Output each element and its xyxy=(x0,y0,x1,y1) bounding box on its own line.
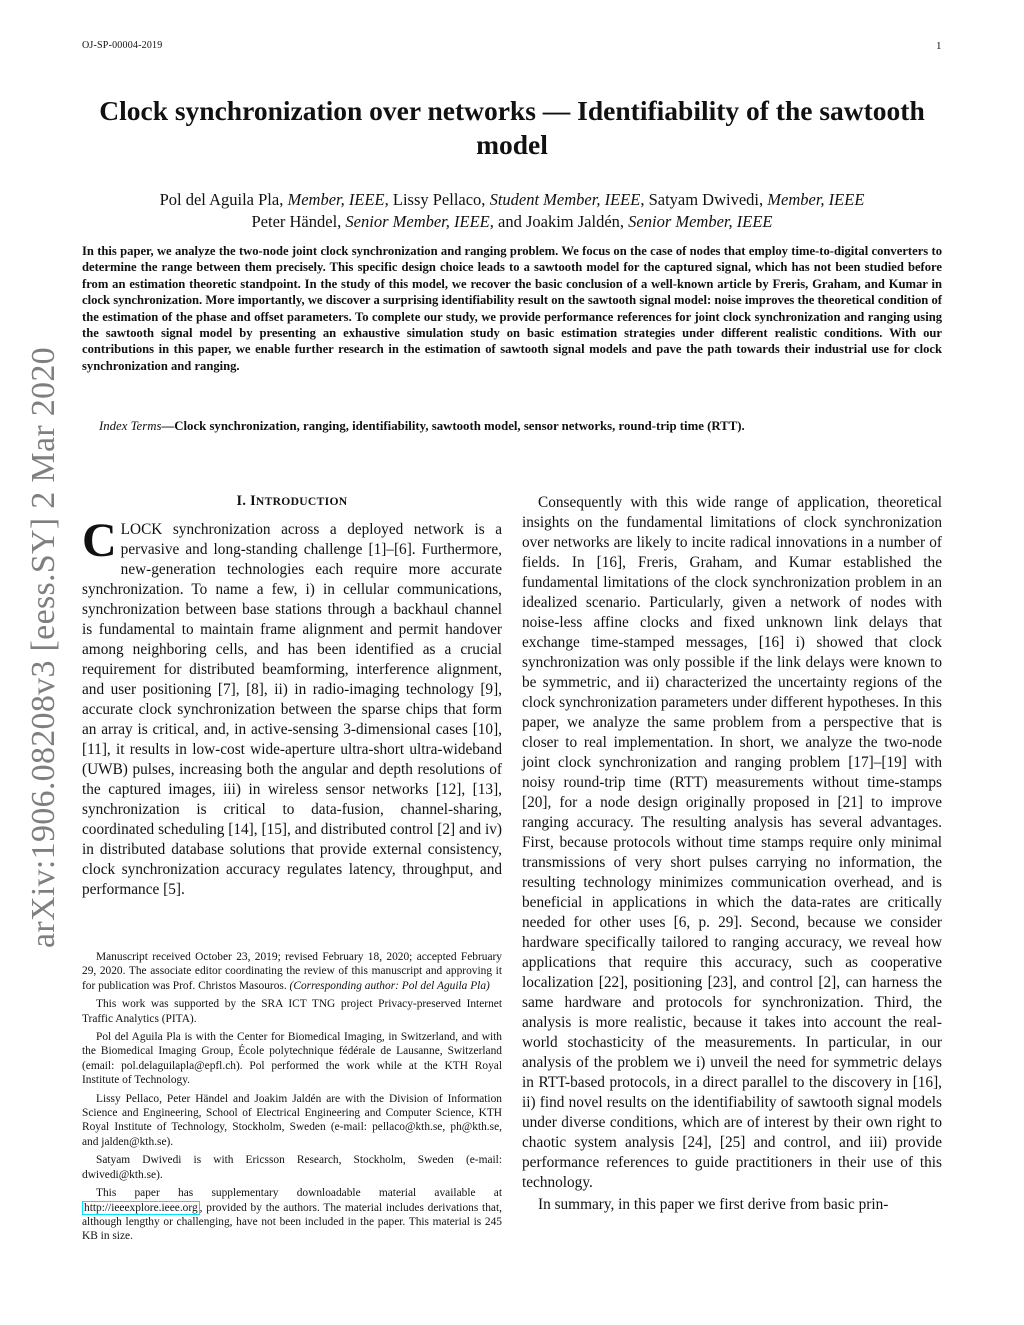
footnote-funding: This work was supported by the SRA ICT TNG project Privacy-preserved Internet Traffic Analytics (PITA). xyxy=(82,998,502,1025)
footnote-affiliation-1: Pol del Aguila Pla is with the Center for Biomedical Imaging, in Switzerland, and with the Biomedical Imaging Group, École polytechnique fédérale de Lausanne, Switzerland (email: pol.delaguilapla@epfl.ch). Pol performed the work while at the KTH Royal Institute of Technology. xyxy=(82,1031,502,1087)
corresponding-author: (Corresponding author: Pol del Aguila Pla) xyxy=(289,979,490,992)
footnote-affiliation-3: Satyam Dwivedi is with Ericsson Research, Stockholm, Sweden (e-mail: dwivedi@kth.se). xyxy=(82,1154,502,1181)
author-role: Senior Member, IEEE xyxy=(628,212,773,231)
author-name: , Satyam Dwivedi, xyxy=(640,190,768,209)
intro-paragraph-1 xyxy=(82,514,502,900)
author-role: Member, IEEE xyxy=(287,190,385,209)
footnote-affiliation-2: Lissy Pellaco, Peter Händel and Joakim Jaldén are with the Division of Information Science and Engineering, School of Electrical Engineering and Computer Science, KTH Royal Institute of Technology, Stockholm, Sweden (e-mail: pellaco@kth.se, ph@kth.se, and jalden@kth.se). xyxy=(82,1092,502,1148)
abstract: In this paper, we analyze the two-node joint clock synchronization and ranging problem. We focus on the case of nodes that employ time-to-digital converters to determine the range between them precisely. This specific design choice leads to a sawtooth model for the captured signal, which has not been studied before from an estimation theoretic standpoint. In the study of this model, we recover the basic conclusion of a well-known article by Freris, Graham, and Kumar in clock synchronization. More importantly, we discover a surprising identifiability result on the sawtooth signal model: noise improves the theoretical condition of the estimation of the phase and offset parameters. To complete our study, we provide performance references for joint clock synchronization and ranging using the sawtooth signal model by presenting an exhaustive simulation study on basic estimation strategies under different realistic conditions. With our contributions in this paper, we enable further research in the estimation of sawtooth signal models and pave the path towards their industrial use for clock synchronization and ranging. xyxy=(82,244,942,373)
author-name: , Lissy Pellaco, xyxy=(384,190,490,209)
ieeexplore-link[interactable]: http://ieeexplore.ieee.org xyxy=(84,1201,198,1214)
author-name: , and Joakim Jaldén, xyxy=(489,212,629,231)
author-line-2 xyxy=(82,211,942,233)
author-role: Member, IEEE xyxy=(767,190,865,209)
section-title-initial: I xyxy=(250,493,256,509)
section-heading-introduction xyxy=(82,493,502,510)
intro-paragraph-2: Consequently with this wide range of application, theoretical insights on the fundamental limitations of clock synchronization over networks are likely to incite radical innovations in a number of fields. In [16], Freris, Graham, and Kumar established the fundamental limitations of the clock synchronization problem in an idealized scenario. Particularly, given a network of nodes with noise-less affine clocks and fixed unknown link delays that exchange time-stamped messages, [16] i) showed that clock synchronization was only possible if the link delays were known to be symmetric, and ii) characterized the uncertainty regions of the clock synchronization parameters under different hypotheses. In this paper, we analyze the same problem from a perspective that is closer to real implementation. In short, we analyze the two-node joint clock synchronization and ranging problem [17]–[19] with noisy round-trip time (RTT) measurements without time-stamps [20], for a node design originally proposed in [21] to improve ranging accuracy. The resulting analysis has several advantages. First, because protocols without time stamps require only minimal transmissions of very short pulses carrying no information, the resulting technology minimizes communication overhead, and is beneficial in applications in which the data-rates are critically needed for other uses [6, p. 29]. Second, because we consider hardware specifically tailored to ranging accuracy, we reveal how applications that require this accuracy, such as cooperative localization [22], positioning [23], and control [2], can harness the same hardware and protocols for synchronization. Third, the analysis is more realistic, because it takes into account the real-world stochasticity of the measurements. In particular, in our analysis of the problem we i) unveil the need for symmetric delays in RTT-based protocols, in a direct parallel to the discovery in [16], ii) find novel results on the identifiability of sawtooth signal models under diverse conditions, which are of interest by their own right to chaotic system analysis [24], [25] and control, and iii) provide performance references to guide practitioners in their use of this technology. xyxy=(522,494,942,1191)
footnote-supplementary-text-2: , provided by the authors. The material includes derivations that, although lengthy or challenging, have not been included in the paper. This material is 245 KB in size. xyxy=(82,1201,502,1243)
author-name: Pol del Aguila Pla, xyxy=(159,190,288,209)
author-role: Student Member, IEEE xyxy=(489,190,641,209)
paper-title: Clock synchronization over networks — Identifiability of the sawtooth model xyxy=(99,95,925,160)
footnote-supplementary-text: This paper has supplementary downloadable material available at xyxy=(96,1187,502,1200)
page-number: 1 xyxy=(936,40,942,52)
manuscript-id: OJ-SP-00004-2019 xyxy=(82,40,163,51)
intro-paragraph-3: In summary, in this paper we first derive from basic prin- xyxy=(538,1196,889,1213)
section-title-rest: NTRODUCTION xyxy=(255,495,348,508)
author-name: Peter Händel, xyxy=(251,212,346,231)
index-terms-text: —Clock synchronization, ranging, identifiability, sawtooth model, sensor networks, round-trip time (RTT). xyxy=(161,419,745,433)
right-column xyxy=(522,493,942,1215)
footnote-received xyxy=(82,950,502,993)
intro-paragraph-1-text: LOCK synchronization across a deployed network is a pervasive and long-standing challenge [1]–[6]. Furthermore, new-generation technologies each require more accurate synchronization. To name a few, i) in cellular communications, synchronization between base stations through a backhaul channel is fundamental to maintain frame alignment and permit handover among neighboring cells, and has been identified as a crucial requirement for distributed beamforming, interference alignment, and user positioning [7], [8], ii) in radio-imaging technology [9], accurate clock synchronization between the sparse chips that form an array is critical, and, in active-sensing 3-dimensional cases [10], [11], it results in low-cost wide-aperture ultra-short ultra-wideband (UWB) pulses, increasing both the angular and depth resolutions of the captured images, iii) in wireless sensor networks [12], [13], synchronization is critical to data-fusion, channel-sharing, coordinated scheduling [14], [15], and distributed control [2] and iv) in distributed database solutions that provide external consistency, clock synchronization accuracy regulates latency, throughput, and performance [5]. xyxy=(82,521,502,898)
dropcap-letter: C xyxy=(82,514,117,567)
author-line-1 xyxy=(82,189,942,211)
footnotes xyxy=(82,950,502,1248)
author-list xyxy=(82,189,942,233)
left-column xyxy=(82,493,502,900)
author-role: Senior Member, IEEE xyxy=(345,212,490,231)
index-terms-label: Index Terms xyxy=(99,419,162,433)
index-terms xyxy=(99,419,942,434)
section-number: I. xyxy=(236,493,251,509)
arxiv-stamp: arXiv:1906.08208v3 [eess.SY] 2 Mar 2020 xyxy=(25,347,62,948)
footnote-supplementary xyxy=(82,1186,502,1244)
footnote-received-text: Manuscript received October 23, 2019; revised February 18, 2020; accepted February 29, 2020. The associate editor coordinating the review of this manuscript and approving it for publication was Prof. Christos Masouros. xyxy=(82,951,502,992)
